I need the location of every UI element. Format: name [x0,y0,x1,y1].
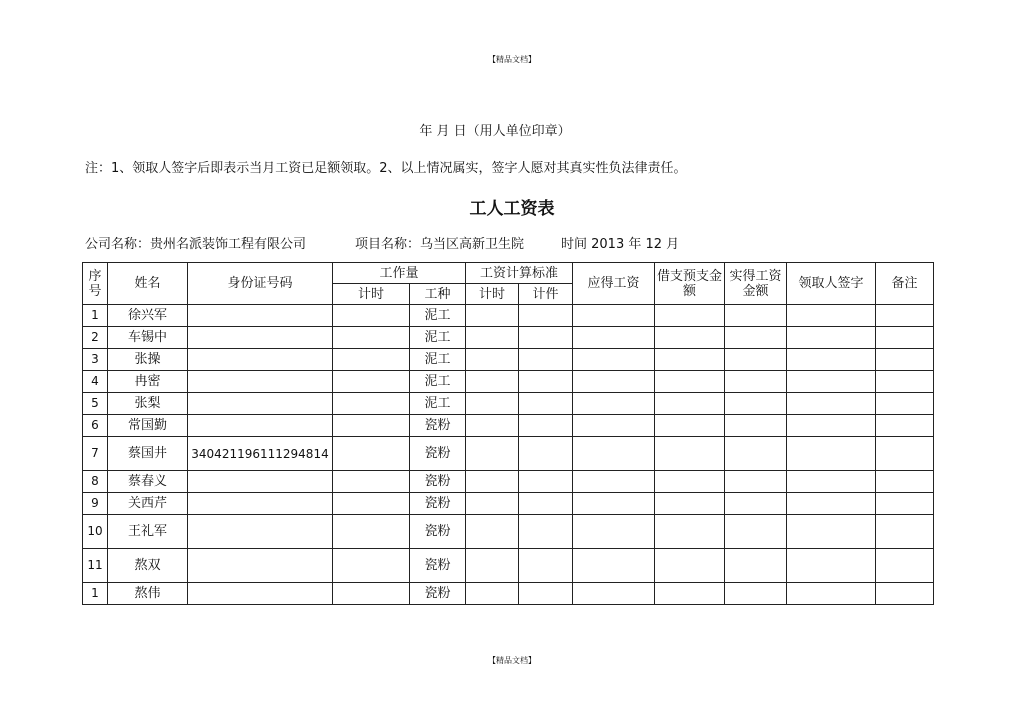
remark-cell [876,349,934,371]
col-wage-std-header: 工资计算标准 [466,263,573,284]
seq-cell: 9 [83,493,108,515]
time-field: 时间 2013 年 12 月 [561,237,680,252]
id-cell [188,583,333,605]
advance-cell [655,393,725,415]
name-cell: 车锡中 [108,327,188,349]
signature-cell [787,515,876,549]
table-row [83,515,934,549]
header-row-1 [83,263,934,284]
wage-piece-cell [519,305,573,327]
trade-cell: 泥工 [410,349,466,371]
id-cell [188,393,333,415]
company-name: 公司名称：贵州名派装饰工程有限公司 [85,237,307,252]
trade-cell: 瓷粉 [410,437,466,471]
trade-cell: 泥工 [410,371,466,393]
col-signature-header: 领取人签字 [787,263,876,305]
wage-time-cell [466,515,519,549]
actual-cell [725,583,787,605]
payable-cell [573,493,655,515]
seq-cell: 2 [83,327,108,349]
actual-cell [725,327,787,349]
signature-cell [787,393,876,415]
payable-cell [573,371,655,393]
id-cell [188,327,333,349]
wage-time-cell [466,327,519,349]
actual-cell [725,493,787,515]
wage-time-cell [466,393,519,415]
wage-piece-cell [519,371,573,393]
remark-cell [876,515,934,549]
col-wage-piece-header: 计件 [519,284,573,305]
trade-cell: 瓷粉 [410,583,466,605]
name-cell: 关西芹 [108,493,188,515]
advance-cell [655,549,725,583]
col-seq-header: 序号 [83,263,108,305]
table-row [83,327,934,349]
actual-cell [725,415,787,437]
actual-cell [725,305,787,327]
workload-time-cell [333,549,410,583]
name-cell: 常国勤 [108,415,188,437]
wage-piece-cell [519,471,573,493]
advance-cell [655,471,725,493]
col-advance-header: 借支预支金额 [655,263,725,305]
wage-piece-cell [519,493,573,515]
wage-time-cell [466,549,519,583]
payable-cell [573,549,655,583]
remark-cell [876,393,934,415]
wage-piece-cell [519,549,573,583]
signature-cell [787,327,876,349]
id-cell: 340421196111294814 [188,437,333,471]
workload-time-cell [333,437,410,471]
table-row [83,437,934,471]
payable-cell [573,437,655,471]
advance-cell [655,349,725,371]
workload-time-cell [333,493,410,515]
advance-cell [655,305,725,327]
seq-cell: 11 [83,549,108,583]
actual-cell [725,471,787,493]
name-cell: 冉密 [108,371,188,393]
id-cell [188,493,333,515]
wage-table [82,262,934,605]
table-row [83,493,934,515]
payable-cell [573,415,655,437]
advance-cell [655,371,725,393]
trade-cell: 泥工 [410,327,466,349]
workload-time-cell [333,305,410,327]
wage-piece-cell [519,393,573,415]
trade-cell: 瓷粉 [410,471,466,493]
signature-cell [787,305,876,327]
wage-time-cell [466,471,519,493]
payable-cell [573,583,655,605]
col-workload-type-header: 工种 [410,284,466,305]
remark-cell [876,583,934,605]
signature-cell [787,415,876,437]
wage-piece-cell [519,415,573,437]
table-row [83,583,934,605]
signature-cell [787,349,876,371]
col-wage-time-header: 计时 [466,284,519,305]
trade-cell: 泥工 [410,305,466,327]
advance-cell [655,327,725,349]
wage-time-cell [466,305,519,327]
id-cell [188,371,333,393]
name-cell: 熬伟 [108,583,188,605]
advance-cell [655,515,725,549]
id-cell [188,349,333,371]
seq-cell: 3 [83,349,108,371]
signature-cell [787,493,876,515]
table-row [83,349,934,371]
payable-cell [573,349,655,371]
remark-cell [876,415,934,437]
wage-piece-cell [519,583,573,605]
table-row [83,305,934,327]
actual-cell [725,437,787,471]
project-name: 项目名称：乌当区高新卫生院 [355,237,525,252]
workload-time-cell [333,327,410,349]
id-cell [188,305,333,327]
id-cell [188,549,333,583]
actual-cell [725,515,787,549]
workload-time-cell [333,471,410,493]
payable-cell [573,393,655,415]
wage-time-cell [466,415,519,437]
wage-time-cell [466,371,519,393]
id-cell [188,471,333,493]
trade-cell: 瓷粉 [410,415,466,437]
payable-cell [573,515,655,549]
seq-cell: 7 [83,437,108,471]
name-cell: 张操 [108,349,188,371]
seq-cell: 10 [83,515,108,549]
name-cell: 蔡国井 [108,437,188,471]
actual-cell [725,549,787,583]
seq-cell: 8 [83,471,108,493]
remark-cell [876,371,934,393]
wage-time-cell [466,437,519,471]
table-row [83,549,934,583]
wage-piece-cell [519,437,573,471]
name-cell: 熬双 [108,549,188,583]
trade-cell: 泥工 [410,393,466,415]
name-cell: 蔡春义 [108,471,188,493]
wage-time-cell [466,583,519,605]
wage-time-cell [466,493,519,515]
name-cell: 张梨 [108,393,188,415]
signature-cell [787,471,876,493]
header-tag: 【精品文档】 [488,55,536,64]
signature-cell [787,583,876,605]
signature-cell [787,371,876,393]
wage-piece-cell [519,349,573,371]
trade-cell: 瓷粉 [410,515,466,549]
col-name-header: 姓名 [108,263,188,305]
col-id-header: 身份证号码 [188,263,333,305]
wage-piece-cell [519,327,573,349]
wage-time-cell [466,349,519,371]
col-actual-header: 实得工资金额 [725,263,787,305]
table-row [83,371,934,393]
date-seal-line: 年 月 日（用人单位印章） [419,124,571,139]
footer-tag: 【精品文档】 [488,656,536,665]
col-workload-header: 工作量 [333,263,466,284]
table-row [83,415,934,437]
signature-cell [787,437,876,471]
seq-cell: 1 [83,305,108,327]
col-workload-time-header: 计时 [333,284,410,305]
table-row [83,471,934,493]
seq-cell: 6 [83,415,108,437]
payable-cell [573,305,655,327]
advance-cell [655,493,725,515]
note-line: 注：1、领取人签字后即表示当月工资已足额领取。2、以上情况属实，签字人愿对其真实性负法律责任。 [85,161,687,176]
seq-cell: 1 [83,583,108,605]
table-title: 工人工资表 [469,199,555,219]
remark-cell [876,549,934,583]
workload-time-cell [333,393,410,415]
payable-cell [573,327,655,349]
workload-time-cell [333,415,410,437]
remark-cell [876,437,934,471]
wage-piece-cell [519,515,573,549]
table-row [83,393,934,415]
payable-cell [573,471,655,493]
seq-cell: 5 [83,393,108,415]
remark-cell [876,471,934,493]
seq-cell: 4 [83,371,108,393]
advance-cell [655,415,725,437]
id-cell [188,415,333,437]
workload-time-cell [333,583,410,605]
actual-cell [725,349,787,371]
workload-time-cell [333,371,410,393]
advance-cell [655,437,725,471]
signature-cell [787,549,876,583]
id-cell [188,515,333,549]
workload-time-cell [333,349,410,371]
col-remark-header: 备注 [876,263,934,305]
advance-cell [655,583,725,605]
trade-cell: 瓷粉 [410,493,466,515]
remark-cell [876,305,934,327]
name-cell: 王礼军 [108,515,188,549]
actual-cell [725,393,787,415]
name-cell: 徐兴军 [108,305,188,327]
workload-time-cell [333,515,410,549]
trade-cell: 瓷粉 [410,549,466,583]
actual-cell [725,371,787,393]
col-payable-header: 应得工资 [573,263,655,305]
remark-cell [876,493,934,515]
remark-cell [876,327,934,349]
